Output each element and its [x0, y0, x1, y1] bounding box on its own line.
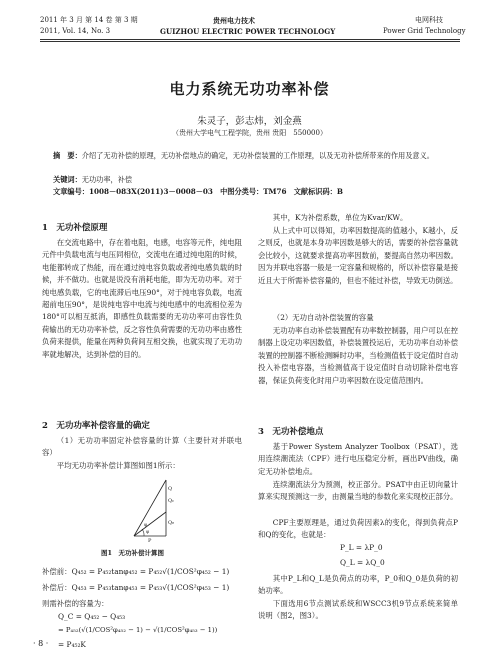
header-rule-2 — [40, 41, 460, 42]
figure-1-caption: 图1 无功补偿计算图 — [101, 549, 165, 557]
paper-title: 电力系统无功功率补偿 — [169, 80, 330, 98]
journal-section-cn: 电网科技 — [415, 16, 443, 24]
section-1-paragraph: 在交流电路中，存在着电阻，电感，电容等元件，纯电阻元件中负载电流与电压同相位，交流电在通过纯电阻的时候，电能都转成了热能，而在通过纯电容负载或者纯电感负载的时候，并不做功。也就是说没有消耗电能，即为无功功率。对于纯电感负载，它的电流滞后电压90°，对于纯电容负载，电流超前电压90°，是说纯电容中电流与纯电感中的电流相位差为180°可以相互抵消，即感性负载需要的无功功率可由容性负荷输出的无功功率补偿，反之容性负荷需要的无功功率由感性负荷来提供，能量在两种负荷间互相交换，也就实现了无功功率就地解决，达到补偿的目的。 — [42, 238, 242, 359]
equation-after-formula: Q₄₅₃ = P₄₅₃tanφ₄₅₃ = P₄₅₃√(1/COS²φ₄₅₃ − 1) — [71, 583, 230, 592]
equation-before — [42, 566, 229, 577]
equation-intro: 则需补偿的容量为： — [42, 599, 109, 608]
paragraph-cpf-principle: CPF主要原理是，通过负荷因素λ的变化，得到负荷点P和Q的变化，也就是： — [258, 518, 458, 540]
equation-after-label: 补偿后： — [42, 583, 72, 592]
abstract-text: 介绍了无功补偿的原理，无功补偿地点的确定，无功补偿装置的工作原理，以及无功补偿所带来的作用及意义。 — [81, 151, 434, 160]
label-phi-1: φ — [144, 523, 148, 528]
label-qc: Qc — [168, 498, 175, 504]
paragraph-test-systems: 下面选用6节点测试系统和WSCC3机9节点系统来简单说明（图2，图3）。 — [258, 599, 458, 621]
journal-name-en: GUIZHOU ELECTRIC POWER TECHNOLOGY — [160, 27, 336, 36]
section-2-paragraph-1: 平均无功功率补偿计算图如图1所示： — [56, 461, 180, 470]
label-p: P — [148, 538, 152, 542]
section-3-title: 3 无功补偿地点 — [258, 427, 324, 437]
journal-section-en: Power Grid Technology — [383, 27, 466, 35]
label-qe: Qe — [168, 520, 175, 526]
paragraph-cpf: 连续潮流法分为预测，校正部分。PSAT中由正切向量计算来实现预测这一步，由测量当地的参数化来实现校正部分。 — [258, 480, 458, 502]
paragraph-psat: 基于Power System Analyzer Toolbox（PSAT），选用连续潮流法（CPF）进行电压稳定分析，画出PV曲线，确定无功补偿地点。 — [258, 442, 458, 476]
subsection-auto-compensation: （2）无功自动补偿装置的容量 — [272, 313, 374, 322]
figure-1-diagram — [128, 476, 188, 542]
paper-authors: 朱灵子，彭志炜，刘金燕 — [197, 116, 302, 127]
journal-issue-en: 2011, Vol. 14, No. 3 — [40, 27, 111, 35]
equation-qc-line-1: Q_C = Q₄₅₂ − Q₄₅₃ — [58, 612, 126, 621]
label-q: Q — [168, 486, 173, 492]
section-2-subtitle-1: （1）无功功率固定补偿容量的计算（主要针对并联电容） — [42, 436, 242, 458]
paragraph-auto-compensation: 无功功率自动补偿装置配有功率数控制器，用户可以在控制器上设定功率因数值，补偿装置投运后，无功功率自动补偿装置的控制器不断检测瞬时功率，当检测值低于设定值时自动投入补偿电容器，当检测值高于设定值时自动切除补偿电容器，保证负荷变化时用户功率因数在设定值范围内。 — [258, 326, 458, 385]
header-rule — [40, 39, 460, 40]
classification-line: 文章编号：1008－083X(2011)3－0008－03 中图分类号：TM76 文献标识码：B — [53, 187, 343, 196]
s-before-line — [134, 480, 166, 536]
journal-issue-cn: 2011 年 3 月 第 14 卷 第 3 期 — [40, 16, 138, 24]
section-2-title: 2 无功功率补偿容量的确定 — [42, 421, 150, 431]
equation-qc-line-3: = P₄₅₂K — [58, 640, 86, 649]
equation-qc-line-2: = P₄₅₂(√(1/COS²φ₄₅₂ − 1) − √(1/COS²φ₄₅₃ − 1)) — [58, 626, 218, 634]
paragraph-k-explanation: 从上式中可以得知，功率因数提高的值越小，K越小，反之则反，也就是本身功率因数是够大的话，需要的补偿容量就会比较小，这就要求提高功率因数前，要提高自然功率因数。因为并联电容器一般是一定容量和规格的，所以补偿容量是接近且大于所需补偿容量的，但也不能过补偿，导致无功倒送。 — [258, 226, 458, 285]
label-phi-2: φ — [146, 530, 150, 535]
equation-after — [42, 582, 229, 593]
journal-name-cn: 贵州电力技术 — [213, 16, 255, 25]
equation-before-label: 补偿前： — [42, 567, 72, 576]
page-number: · 8 · — [33, 639, 49, 648]
section-1-title: 1 无功补偿原理 — [42, 223, 108, 233]
abstract — [53, 150, 453, 161]
keywords — [53, 174, 453, 185]
paper-affiliation: （贵州大学电气工程学院，贵州 贵阳 550000） — [172, 129, 327, 137]
s-after-line — [134, 512, 166, 536]
equation-pl: P_L = λP_0 — [340, 543, 383, 552]
paragraph-k-definition: 其中，K为补偿系数，单位为Kvar/KW。 — [272, 213, 408, 222]
equation-before-formula: Q₄₅₂ = P₄₅₂tanφ₄₅₂ = P₄₅₂√(1/COS²φ₄₅₂ − 1) — [71, 567, 230, 576]
abstract-label: 摘 要： — [53, 151, 82, 160]
keywords-label: 关键词： — [53, 175, 82, 184]
paragraph-load-power: 其中P_L和Q_L是负荷点的功率，P_0和Q_0是负荷的初始功率。 — [258, 574, 458, 596]
equation-ql: Q_L = λQ_0 — [340, 558, 385, 567]
keywords-text: 无功功率，补偿 — [81, 175, 133, 184]
